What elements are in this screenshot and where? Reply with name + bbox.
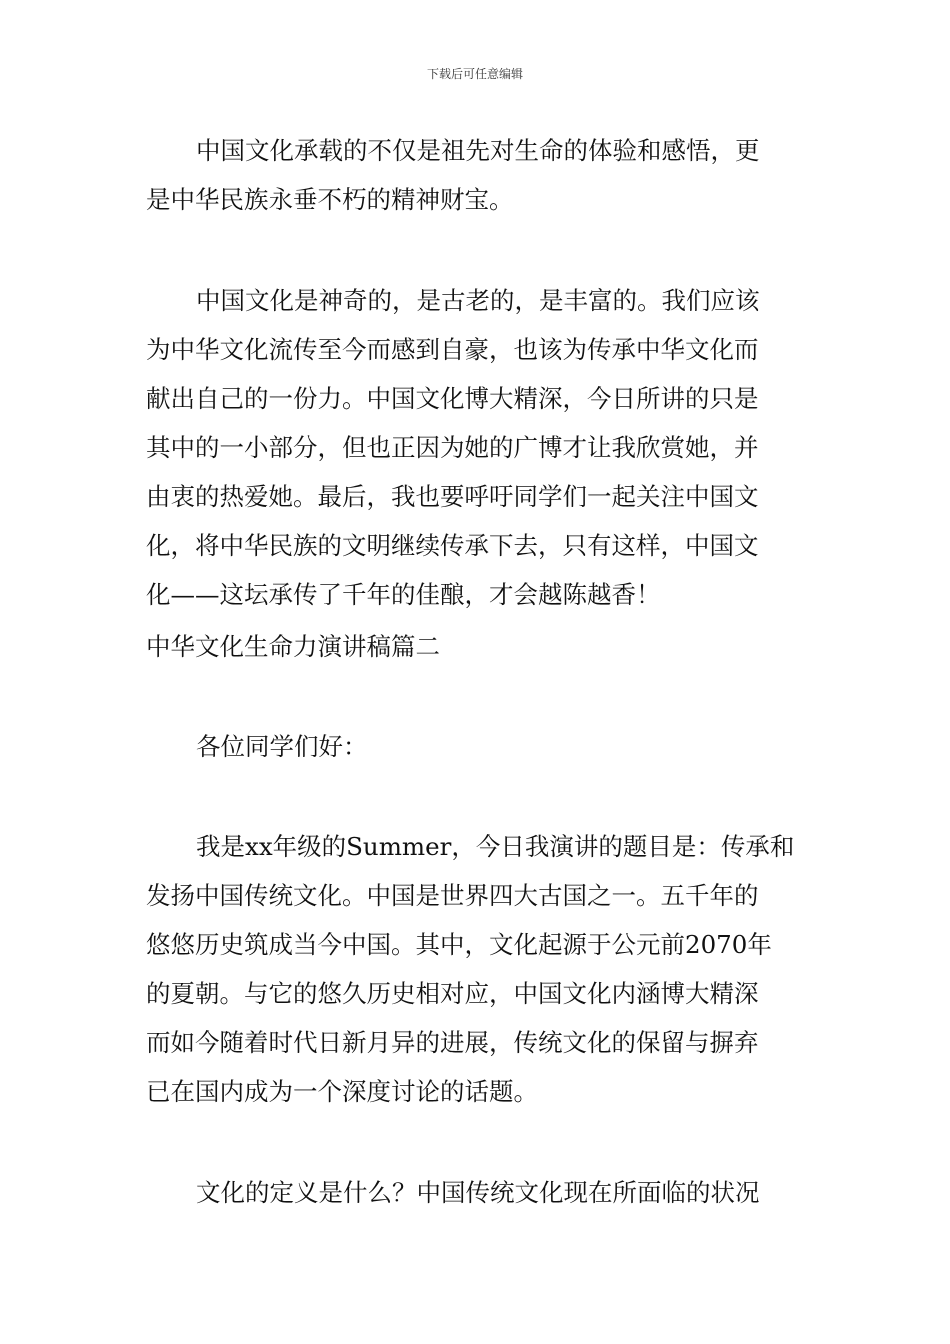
paragraph-line: 文化的定义是什么？中国传统文化现在所面临的状况 xyxy=(196,1178,760,1207)
paragraph-line: 中国文化是神奇的，是古老的，是丰富的。我们应该 xyxy=(196,286,760,315)
paragraph-line: 各位同学们好： xyxy=(196,732,368,761)
paragraph-1 xyxy=(146,126,808,224)
section-title: 中华文化生命力演讲稿篇二 xyxy=(146,632,440,661)
paragraph-line: 其中的一小部分，但也正因为她的广博才让我欣赏她，并 xyxy=(146,433,759,462)
paragraph-line: 献出自己的一份力。中国文化博大精深，今日所讲的只是 xyxy=(146,384,759,413)
paragraph-line: 发扬中国传统文化。中国是世界四大古国之一。五千年的 xyxy=(146,881,759,910)
paragraph-line: 为中华文化流传至今而感到自豪，也该为传承中华文化而 xyxy=(146,335,759,364)
paragraph-line: 已在国内成为一个深度讨论的话题。 xyxy=(146,1077,538,1106)
paragraph-line: 悠悠历史筑成当今中国。其中，文化起源于公元前2070年 xyxy=(146,930,772,959)
paragraph-3 xyxy=(146,822,808,1116)
paragraph-line: 化，将中华民族的文明继续传承下去，只有这样，中国文 xyxy=(146,531,759,560)
paragraph-line: 中国文化承载的不仅是祖先对生命的体验和感悟，更 xyxy=(196,136,760,165)
paragraph-line: 的夏朝。与它的悠久历史相对应，中国文化内涵博大精深 xyxy=(146,979,759,1008)
page-header: 下载后可任意编辑 xyxy=(426,67,523,81)
paragraph-line: 化——这坛承传了千年的佳酿，才会越陈越香！ xyxy=(146,580,661,609)
paragraph-2 xyxy=(146,276,808,619)
paragraph-line: 是中华民族永垂不朽的精神财宝。 xyxy=(146,185,514,214)
paragraph-line: 由衷的热爱她。最后，我也要呼吁同学们一起关注中国文 xyxy=(146,482,759,511)
paragraph-4 xyxy=(146,1168,808,1217)
paragraph-line: 而如今随着时代日新月异的进展，传统文化的保留与摒弃 xyxy=(146,1028,759,1057)
paragraph-line: 我是xx年级的Summer，今日我演讲的题目是：传承和 xyxy=(196,832,795,861)
paragraph-greeting xyxy=(146,722,808,771)
